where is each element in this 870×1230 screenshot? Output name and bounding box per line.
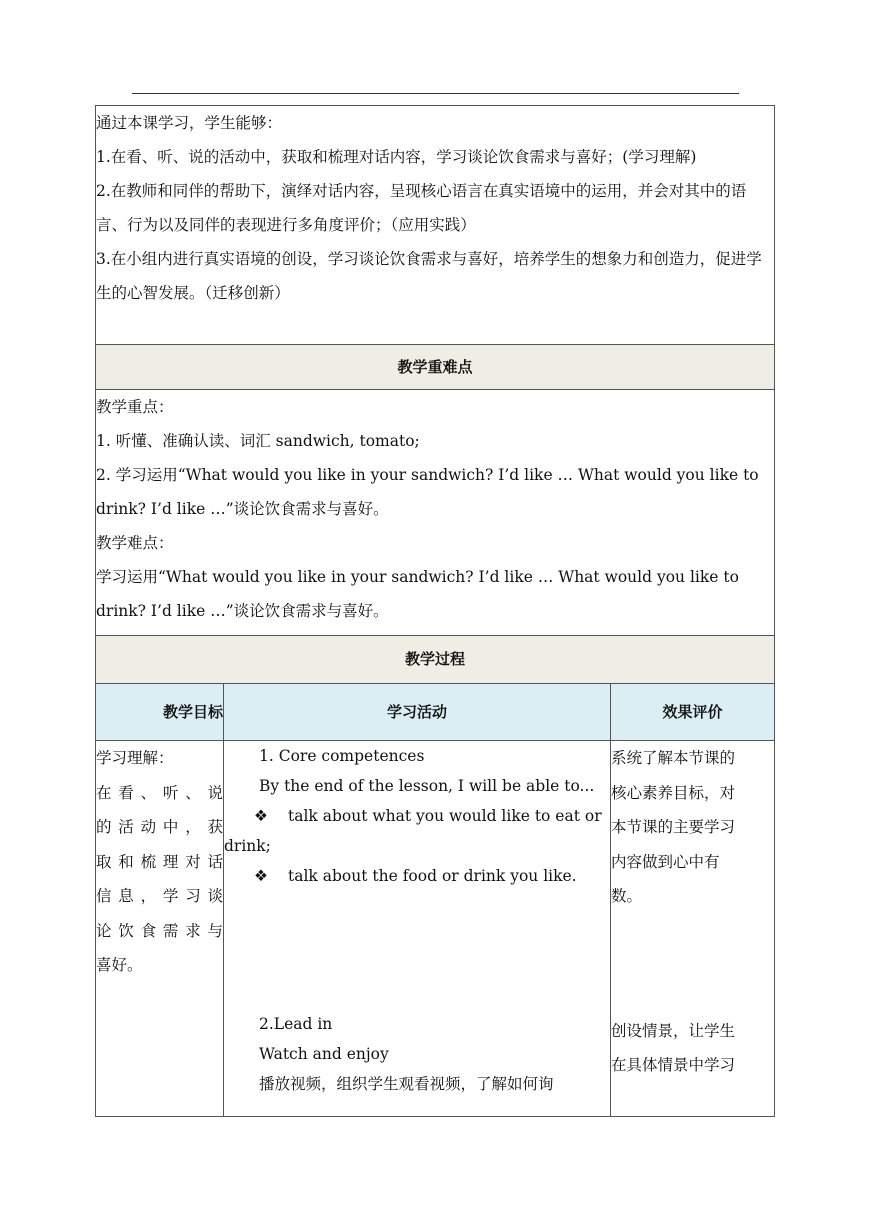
focus-item-2: 2. 学习运用“What would you like in your sandwich? I’d like … What would you like to drink? I’d like …”谈论饮食需求与喜好。 bbox=[96, 466, 759, 518]
eval-line-3: 本节课的主要学习 bbox=[611, 818, 736, 836]
lesson-plan-table bbox=[95, 105, 775, 1117]
eval-line-1: 系统了解本节课的 bbox=[611, 749, 736, 767]
focus-label: 教学重点： bbox=[96, 398, 174, 416]
process-row bbox=[96, 741, 775, 1117]
evaluation-cell bbox=[611, 741, 775, 1117]
goal-line-3: 取和梳理对话 bbox=[96, 852, 223, 871]
bullet-1-continuation: drink; bbox=[224, 837, 271, 855]
objectives-row bbox=[96, 106, 775, 345]
objectives-intro: 通过本课学习，学生能够： bbox=[96, 114, 283, 132]
spacer bbox=[224, 891, 610, 1009]
goal-line-4: 信息，学习谈 bbox=[96, 887, 223, 905]
goal-line-1: 在看、听、说 bbox=[96, 783, 223, 802]
column-header-goal: 教学目标 bbox=[96, 684, 224, 741]
diamond-bullet-icon: ❖ bbox=[254, 867, 268, 885]
diamond-bullet-icon: ❖ bbox=[254, 807, 268, 825]
key-points-title: 教学重难点 bbox=[96, 345, 775, 390]
step2-line: Watch and enjoy bbox=[259, 1045, 389, 1063]
eval-line-5: 数。 bbox=[611, 887, 643, 905]
step1-title: 1. Core competences bbox=[259, 747, 425, 765]
step2-text: 播放视频，组织学生观看视频，了解如何询 bbox=[259, 1075, 554, 1093]
eval-line-2: 核心素养目标，对 bbox=[611, 783, 736, 802]
goal-line-6: 喜好。 bbox=[96, 956, 143, 974]
column-header-row bbox=[96, 684, 775, 741]
header-rule bbox=[132, 93, 739, 94]
bullet-item-1 bbox=[224, 801, 610, 831]
objective-item-1: 1.在看、听、说的活动中，获取和梳理对话内容，学习谈论饮食需求与喜好；(学习理解) bbox=[96, 148, 697, 166]
difficulty-text: 学习运用“What would you like in your sandwich? I’d like … What would you like to drink? I’d like …”谈论饮食需求与喜好。 bbox=[96, 568, 739, 620]
eval-line-7: 在具体情景中学习 bbox=[611, 1056, 736, 1074]
goal-label: 学习理解： bbox=[96, 749, 174, 767]
step2-title: 2.Lead in bbox=[259, 1015, 333, 1033]
goal-line-2: 的活动中，获 bbox=[96, 818, 223, 836]
spacer bbox=[611, 914, 774, 1014]
process-header-row bbox=[96, 636, 775, 684]
eval-line-6: 创设情景，让学生 bbox=[611, 1021, 736, 1040]
bullet-item-2 bbox=[224, 861, 610, 891]
key-points-cell bbox=[96, 390, 775, 636]
objectives-cell bbox=[96, 106, 775, 345]
goal-cell bbox=[96, 741, 224, 1117]
difficulty-label: 教学难点： bbox=[96, 534, 174, 552]
activity-cell bbox=[224, 741, 611, 1117]
objective-item-3: 3.在小组内进行真实语境的创设，学习谈论饮食需求与喜好，培养学生的想象力和创造力，促进学生的心智发展。（迁移创新） bbox=[96, 250, 762, 302]
goal-line-5: 论饮食需求与 bbox=[96, 921, 223, 940]
column-header-evaluation: 效果评价 bbox=[611, 684, 775, 741]
bullet-2-text: talk about the food or drink you like. bbox=[288, 867, 577, 885]
key-points-row bbox=[96, 390, 775, 636]
process-title: 教学过程 bbox=[96, 636, 775, 684]
key-points-header-row bbox=[96, 345, 775, 390]
focus-item-1: 1. 听懂、准确认读、词汇 sandwich, tomato; bbox=[96, 432, 420, 450]
bullet-1-text: talk about what you would like to eat or bbox=[288, 807, 602, 825]
column-header-activity: 学习活动 bbox=[224, 684, 611, 741]
step1-line: By the end of the lesson, I will be able to... bbox=[259, 777, 595, 795]
objective-item-2: 2.在教师和同伴的帮助下，演绎对话内容，呈现核心语言在真实语境中的运用，并会对其中的语言、行为以及同伴的表现进行多角度评价；（应用实践） bbox=[96, 182, 747, 234]
eval-line-4: 内容做到心中有 bbox=[611, 852, 720, 871]
